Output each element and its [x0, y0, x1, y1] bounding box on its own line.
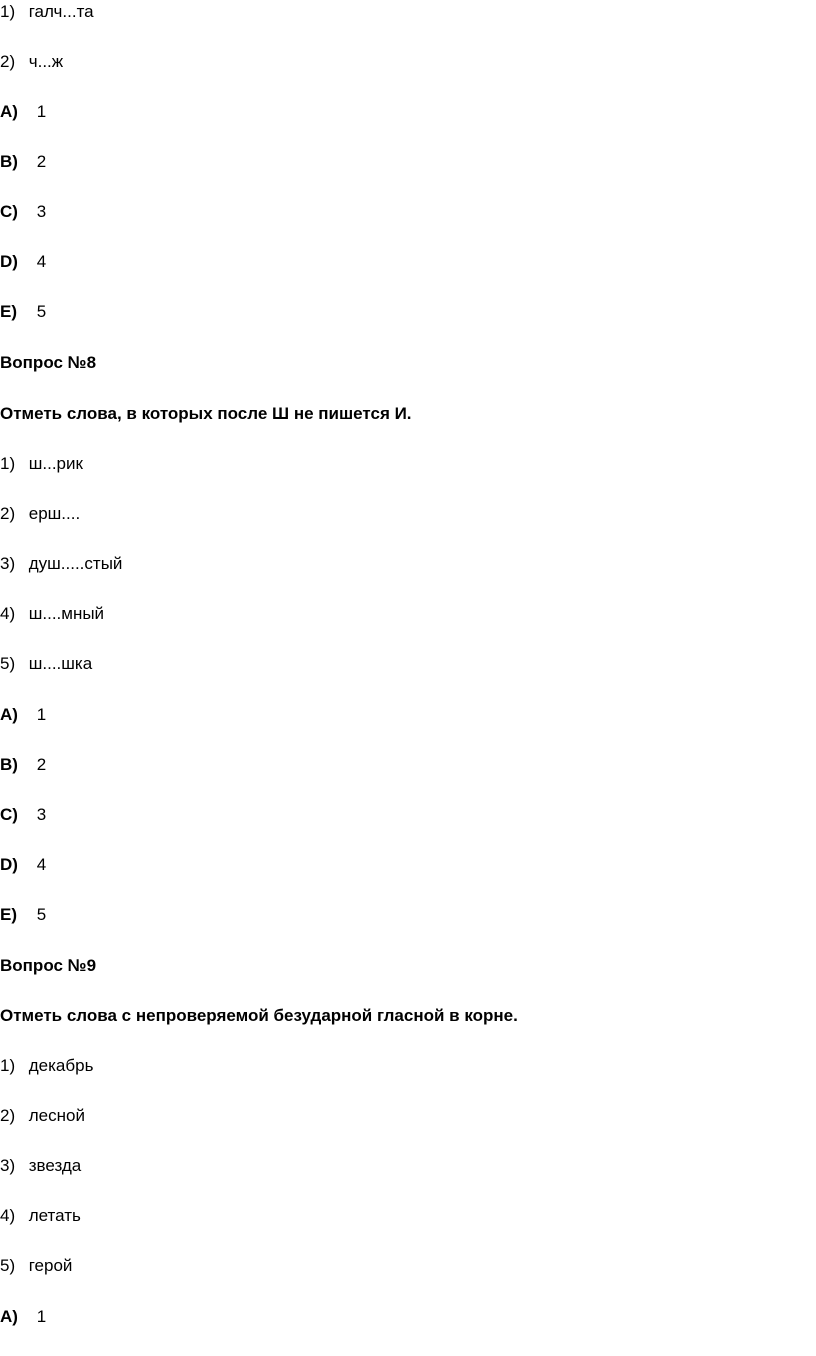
- item-text: ш...рик: [28, 454, 83, 473]
- question-prompt: Отметь слова, в которых после Ш не пишется И.: [0, 404, 412, 423]
- option-letter: E): [0, 302, 17, 321]
- list-item: [0, 0, 94, 24]
- item-number: 2): [0, 504, 16, 523]
- item-number: 4): [0, 1206, 16, 1225]
- item-text: ч...ж: [28, 52, 64, 71]
- item-number: 3): [0, 1156, 16, 1175]
- option-letter: C): [0, 805, 18, 824]
- list-item: [0, 452, 83, 476]
- option-value: 1: [36, 102, 47, 121]
- list-item: [0, 1204, 81, 1228]
- option-letter: D): [0, 252, 18, 271]
- option-letter: B): [0, 755, 18, 774]
- item-text: галч...та: [28, 2, 94, 21]
- item-text: декабрь: [28, 1056, 94, 1075]
- list-item: [0, 552, 122, 576]
- item-number: 5): [0, 1256, 16, 1275]
- option-letter: C): [0, 202, 18, 221]
- option-letter: A): [0, 705, 18, 724]
- item-text: летать: [28, 1206, 81, 1225]
- option-letter: A): [0, 1307, 18, 1326]
- answer-option-e[interactable]: [0, 300, 46, 324]
- answer-option-b[interactable]: [0, 753, 46, 777]
- item-text: лесной: [28, 1106, 85, 1125]
- question-title: Вопрос №8: [0, 353, 97, 372]
- answer-option-c[interactable]: [0, 200, 46, 224]
- question-prompt: Отметь слова с непроверяемой безударной гласной в корне.: [0, 1006, 518, 1025]
- answer-option-c[interactable]: [0, 803, 46, 827]
- list-item: [0, 50, 63, 74]
- option-value: 4: [36, 855, 47, 874]
- option-value: 1: [36, 1307, 47, 1326]
- option-value: 3: [36, 805, 47, 824]
- list-item: [0, 1104, 85, 1128]
- option-value: 3: [36, 202, 47, 221]
- item-text: звезда: [28, 1156, 82, 1175]
- item-number: 3): [0, 554, 16, 573]
- option-value: 5: [36, 302, 47, 321]
- item-number: 2): [0, 52, 16, 71]
- item-text: ш....шка: [28, 654, 93, 673]
- answer-option-e[interactable]: [0, 903, 46, 927]
- item-text: ерш....: [28, 504, 81, 523]
- item-text: душ.....стый: [28, 554, 123, 573]
- answer-option-d[interactable]: [0, 853, 46, 877]
- option-value: 2: [36, 152, 47, 171]
- list-item: [0, 602, 104, 626]
- option-letter: A): [0, 102, 18, 121]
- option-letter: E): [0, 905, 17, 924]
- answer-option-d[interactable]: [0, 250, 46, 274]
- option-value: 2: [36, 755, 47, 774]
- answer-option-a[interactable]: [0, 1305, 46, 1329]
- option-value: 4: [36, 252, 47, 271]
- option-value: 5: [36, 905, 47, 924]
- item-number: 4): [0, 604, 16, 623]
- question-title: Вопрос №9: [0, 956, 97, 975]
- item-text: герой: [28, 1256, 73, 1275]
- list-item: [0, 1154, 81, 1178]
- item-number: 5): [0, 654, 16, 673]
- list-item: [0, 1054, 93, 1078]
- item-text: ш....мный: [28, 604, 105, 623]
- item-number: 1): [0, 454, 16, 473]
- answer-option-a[interactable]: [0, 703, 46, 727]
- list-item: [0, 652, 92, 676]
- item-number: 2): [0, 1106, 16, 1125]
- option-letter: D): [0, 855, 18, 874]
- answer-option-a[interactable]: [0, 100, 46, 124]
- list-item: [0, 502, 80, 526]
- list-item: [0, 1254, 72, 1278]
- item-number: 1): [0, 2, 16, 21]
- item-number: 1): [0, 1056, 16, 1075]
- option-value: 1: [36, 705, 47, 724]
- option-letter: B): [0, 152, 18, 171]
- answer-option-b[interactable]: [0, 150, 46, 174]
